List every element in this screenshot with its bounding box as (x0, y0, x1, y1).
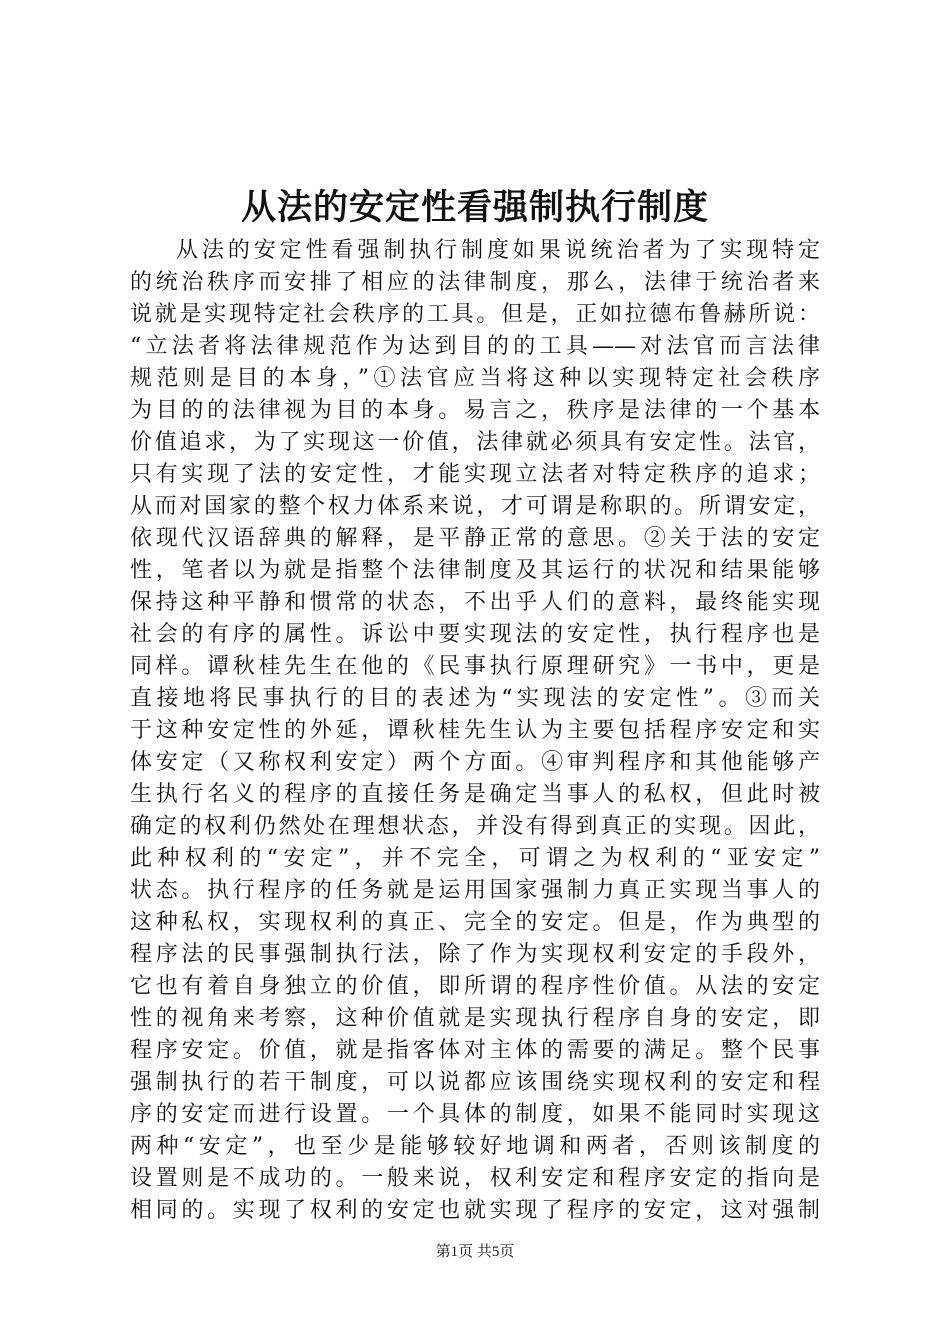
document-title: 从法的安定性看强制执行制度 (240, 187, 709, 228)
text-line: 确定的权利仍然处在理想状态，并没有得到真正的实现。因此， (130, 814, 820, 839)
page-footer: 第1页 共5页 (435, 1244, 515, 1260)
text-line: 社会的有序的属性。诉讼中要实现法的安定性，执行程序也是 (130, 622, 820, 647)
text-line: 序的安定而进行设置。一个具体的制度，如果不能同时实现这 (130, 1102, 820, 1127)
text-line: 性的视角来考察，这种价值就是实现执行程序自身的安定，即 (130, 1006, 820, 1031)
text-line: 同样。谭秋桂先生在他的《民事执行原理研究》一书中，更是 (130, 654, 820, 679)
text-line: 状态。执行程序的任务就是运用国家强制力真正实现当事人的 (130, 878, 820, 903)
text-line: 这种私权，实现权利的真正、完全的安定。但是，作为典型的 (130, 910, 820, 935)
text-line: 程序安定。价值，就是指客体对主体的需要的满足。整个民事 (130, 1038, 820, 1063)
text-line: “立法者将法律规范作为达到目的的工具——对法官而言法律 (130, 334, 820, 359)
text-line: 体安定（又称权利安定）两个方面。④审判程序和其他能够产 (130, 750, 820, 775)
text-line: 从法的安定性看强制执行制度如果说统治者为了实现特定 (176, 238, 820, 263)
text-line: 从而对国家的整个权力体系来说，才可谓是称职的。所谓安定， (130, 494, 820, 519)
text-line: 相同的。实现了权利的安定也就实现了程序的安定，这对强制 (130, 1198, 820, 1223)
body-paragraph (130, 235, 820, 1227)
text-line: 程序法的民事强制执行法，除了作为实现权利安定的手段外， (130, 942, 820, 967)
text-line: 价值追求，为了实现这一价值，法律就必须具有安定性。法官， (130, 430, 820, 455)
text-line: 依现代汉语辞典的解释，是平静正常的意思。②关于法的安定 (130, 526, 820, 551)
text-line: 生执行名义的程序的直接任务是确定当事人的私权，但此时被 (130, 782, 820, 807)
text-line: 直接地将民事执行的目的表述为“实现法的安定性”。③而关 (130, 686, 820, 711)
text-line: 只有实现了法的安定性，才能实现立法者对特定秩序的追求； (130, 462, 820, 487)
text-line: 规范则是目的本身，”①法官应当将这种以实现特定社会秩序 (130, 366, 820, 391)
text-line: 设置则是不成功的。一般来说，权利安定和程序安定的指向是 (130, 1166, 820, 1191)
text-line: 此种权利的“安定”，并不完全，可谓之为权利的“亚安定” (130, 846, 820, 871)
text-line: 说就是实现特定社会秩序的工具。但是，正如拉德布鲁赫所说： (130, 302, 820, 327)
text-line: 性，笔者以为就是指整个法律制度及其运行的状况和结果能够 (130, 558, 820, 583)
text-line: 为目的的法律视为目的本身。易言之，秩序是法律的一个基本 (130, 398, 820, 423)
text-line: 它也有着自身独立的价值，即所谓的程序性价值。从法的安定 (130, 974, 820, 999)
text-line: 于这种安定性的外延，谭秋桂先生认为主要包括程序安定和实 (130, 718, 820, 743)
text-line: 强制执行的若干制度，可以说都应该围绕实现权利的安定和程 (130, 1070, 820, 1095)
text-line: 两种“安定”，也至少是能够较好地调和两者，否则该制度的 (130, 1134, 820, 1159)
text-line: 的统治秩序而安排了相应的法律制度，那么，法律于统治者来 (130, 270, 820, 295)
text-line: 保持这种平静和惯常的状态，不出乎人们的意料，最终能实现 (130, 590, 820, 615)
